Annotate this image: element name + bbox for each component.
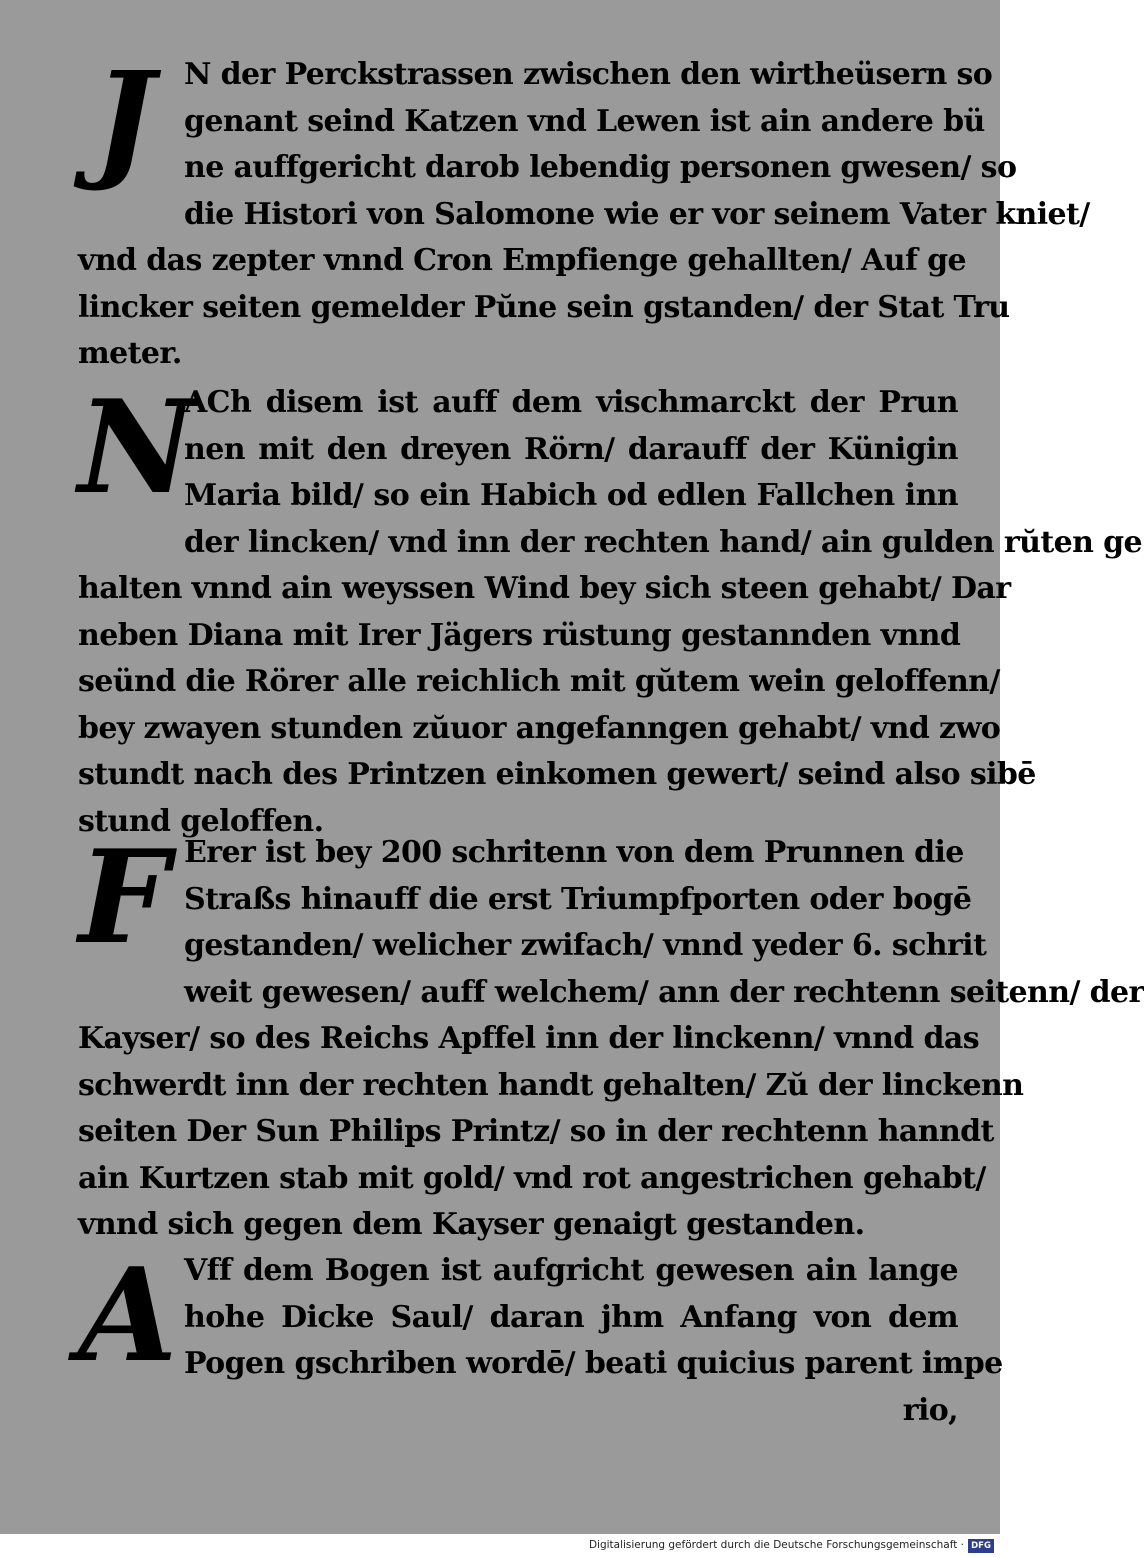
text-line: Vff dem Bogen ist aufgricht gewesen ain lange	[184, 1253, 958, 1288]
text-line: Maria bild/ so ein Habich od edlen Fallchen inn	[184, 478, 958, 513]
text-line: Pogen gschriben wordē/ beati quicius parent impe	[184, 1346, 1003, 1381]
text-line: gestanden/ welicher zwifach/ vnnd yeder 6. schrit	[184, 928, 987, 963]
paragraph-3	[78, 823, 1144, 1249]
text-line: ne auffgericht darob lebendig personen gwesen/ so	[184, 150, 1017, 185]
drop-cap-1: J	[93, 45, 155, 195]
text-line: neben Diana mit Irer Jägers rüstung gestannden vnnd	[78, 617, 961, 653]
paragraph-1	[78, 45, 1090, 378]
text-line: meter.	[78, 336, 182, 371]
text-line: die Histori von Salomone wie er vor seinem Vater kniet/	[184, 196, 1090, 232]
text-line: bey zwayen stunden zŭuor angefanngen gehabt/ vnd zwo	[78, 710, 1001, 746]
footer-bar	[0, 1534, 1000, 1558]
text-line: N der Perckstrassen zwischen den wirtheüsern so	[184, 57, 993, 92]
text-line: seünd die Rörer alle reichlich mit gŭtem wein geloffenn/	[78, 664, 1000, 699]
text-line: hohe Dicke Saul/ daran jhm Anfang von dem	[184, 1299, 958, 1335]
text-line: Straßs hinauff die erst Triumpfporten oder bogē	[184, 881, 972, 917]
text-line: der lincken/ vnd inn der rechten hand/ ain gulden rŭten ge	[184, 524, 1142, 560]
text-line: ACh disem ist auff dem vischmarckt der Prun	[184, 385, 958, 420]
text-line: ain Kurtzen stab mit gold/ vnd rot angestrichen gehabt/	[78, 1160, 986, 1196]
text-line: nen mit den dreyen Rörn/ darauff der Künigin	[184, 431, 958, 467]
text-line: stundt nach des Printzen einkomen gewert/ seind also sibē	[78, 757, 1036, 792]
text-line: schwerdt inn der rechten handt gehalten/ Zŭ der linckenn	[78, 1067, 1024, 1103]
text-line: Kayser/ so des Reichs Apffel inn der linckenn/ vnnd das	[78, 1021, 980, 1056]
text-line: vnnd sich gegen dem Kayser genaigt gestanden.	[78, 1207, 865, 1242]
text-line: genant seind Katzen vnd Lewen ist ain andere bü	[184, 103, 985, 139]
drop-cap-2: N	[78, 373, 195, 523]
text-line: Erer ist bey 200 schritenn von dem Prunnen die	[184, 835, 964, 870]
text-line: vnd das zepter vnnd Cron Empfienge gehallten/ Auf ge	[78, 243, 966, 278]
paragraph-4	[78, 1241, 1003, 1434]
paragraph-2	[78, 373, 1142, 845]
text-line: weit gewesen/ auff welchem/ ann der rechtenn seitenn/ der	[184, 974, 1144, 1010]
text-line: seiten Der Sun Philips Printz/ so in der rechtenn hanndt	[78, 1114, 994, 1149]
text-line: lincker seiten gemelder Pŭne sein gstanden/ der Stat Tru	[78, 289, 1010, 325]
drop-cap-3: F	[78, 823, 170, 973]
text-line: stund geloffen.	[78, 803, 324, 839]
text-line: halten vnnd ain weyssen Wind bey sich steen gehabt/ Dar	[78, 571, 1011, 606]
dfg-logo-icon: DFG	[968, 1539, 994, 1553]
drop-cap-4: A	[78, 1241, 178, 1391]
funding-note: Digitalisierung gefördert durch die Deutsche Forschungsgemeinschaft ·	[588, 1539, 964, 1551]
text-line: rio,	[902, 1392, 958, 1428]
